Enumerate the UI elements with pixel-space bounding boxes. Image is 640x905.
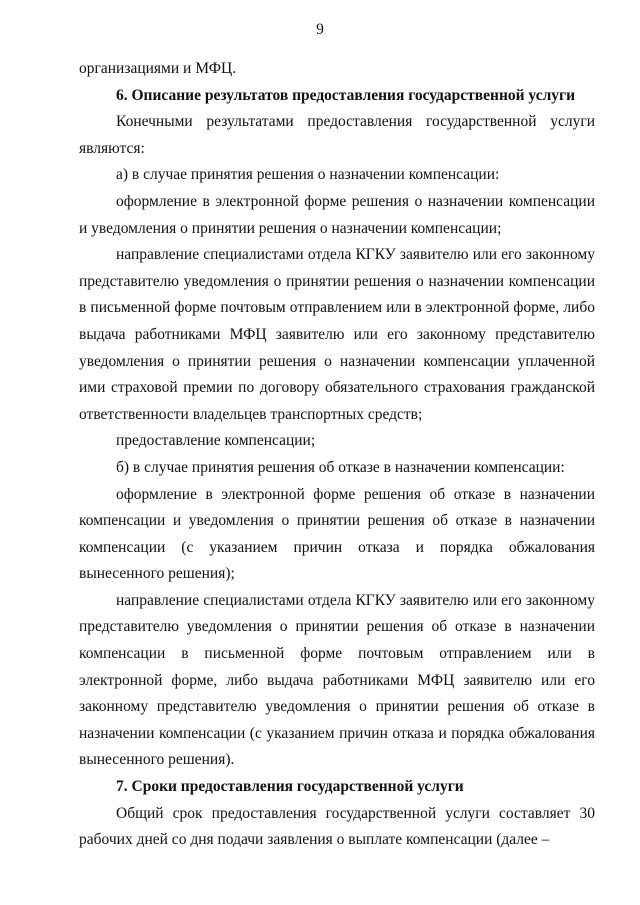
section-heading-6: 6. Описание результатов предоставления государственной услуги — [116, 86, 575, 104]
paragraph-electronic-decision: оформление в электронной форме решения о назначении компенсации и уведомления о принятии решения о назначении компенсации; — [79, 192, 595, 237]
section-heading-7: 7. Сроки предоставления государственной услуги — [116, 778, 464, 796]
paragraph-refusal-notification: направление специалистами отдела КГКУ заявителю или его законному представителю уведомления о принятии решения об отказе в назначении компенсации в письменной форме почтовым отправлением или в электронной форме, либо выдача работниками МФЦ заявителю или его законному представителю уведомления о принятии решения об отказе в назначении компенсации (с указанием причин отказа и порядка обжалования вынесенного решения). — [79, 591, 595, 769]
paragraph-item-b: б) в случае принятия решения об отказе в назначении компенсации: — [116, 458, 565, 476]
document-body — [79, 56, 595, 854]
paragraph-item-a: а) в случае принятия решения о назначении компенсации: — [116, 166, 500, 184]
paragraph-notification-sent: направление специалистами отдела КГКУ заявителю или его законному представителю уведомления о принятии решения о назначении компенсации в письменной форме почтовым отправлением или в электронной форме, либо выдача работниками МФЦ заявителю или его законному представителю уведомления о принятии решения о назначении компенсации уплаченной ими страховой премии по договору обязательного страхования гражданской ответственности владельцев транспортных средств; — [79, 246, 595, 423]
paragraph-total-term: Общий срок предоставления государственной услуги составляет 30 рабочих дней со дня подачи заявления о выплате компенсации (далее – — [79, 804, 595, 849]
paragraph-continuation: организациями и МФЦ. — [79, 60, 237, 77]
paragraph-final-results: Конечными результатами предоставления государственной услуги являются: — [79, 113, 595, 157]
paragraph-compensation-provided: предоставление компенсации; — [116, 432, 316, 450]
paragraph-refusal-decision: оформление в электронной форме решения об отказе в назначении компенсации и уведомления о принятии решения об отказе в назначении компенсации (с указанием причин отказа и порядка обжалования вынесенного решения); — [79, 485, 595, 583]
page-number: 9 — [316, 21, 324, 38]
